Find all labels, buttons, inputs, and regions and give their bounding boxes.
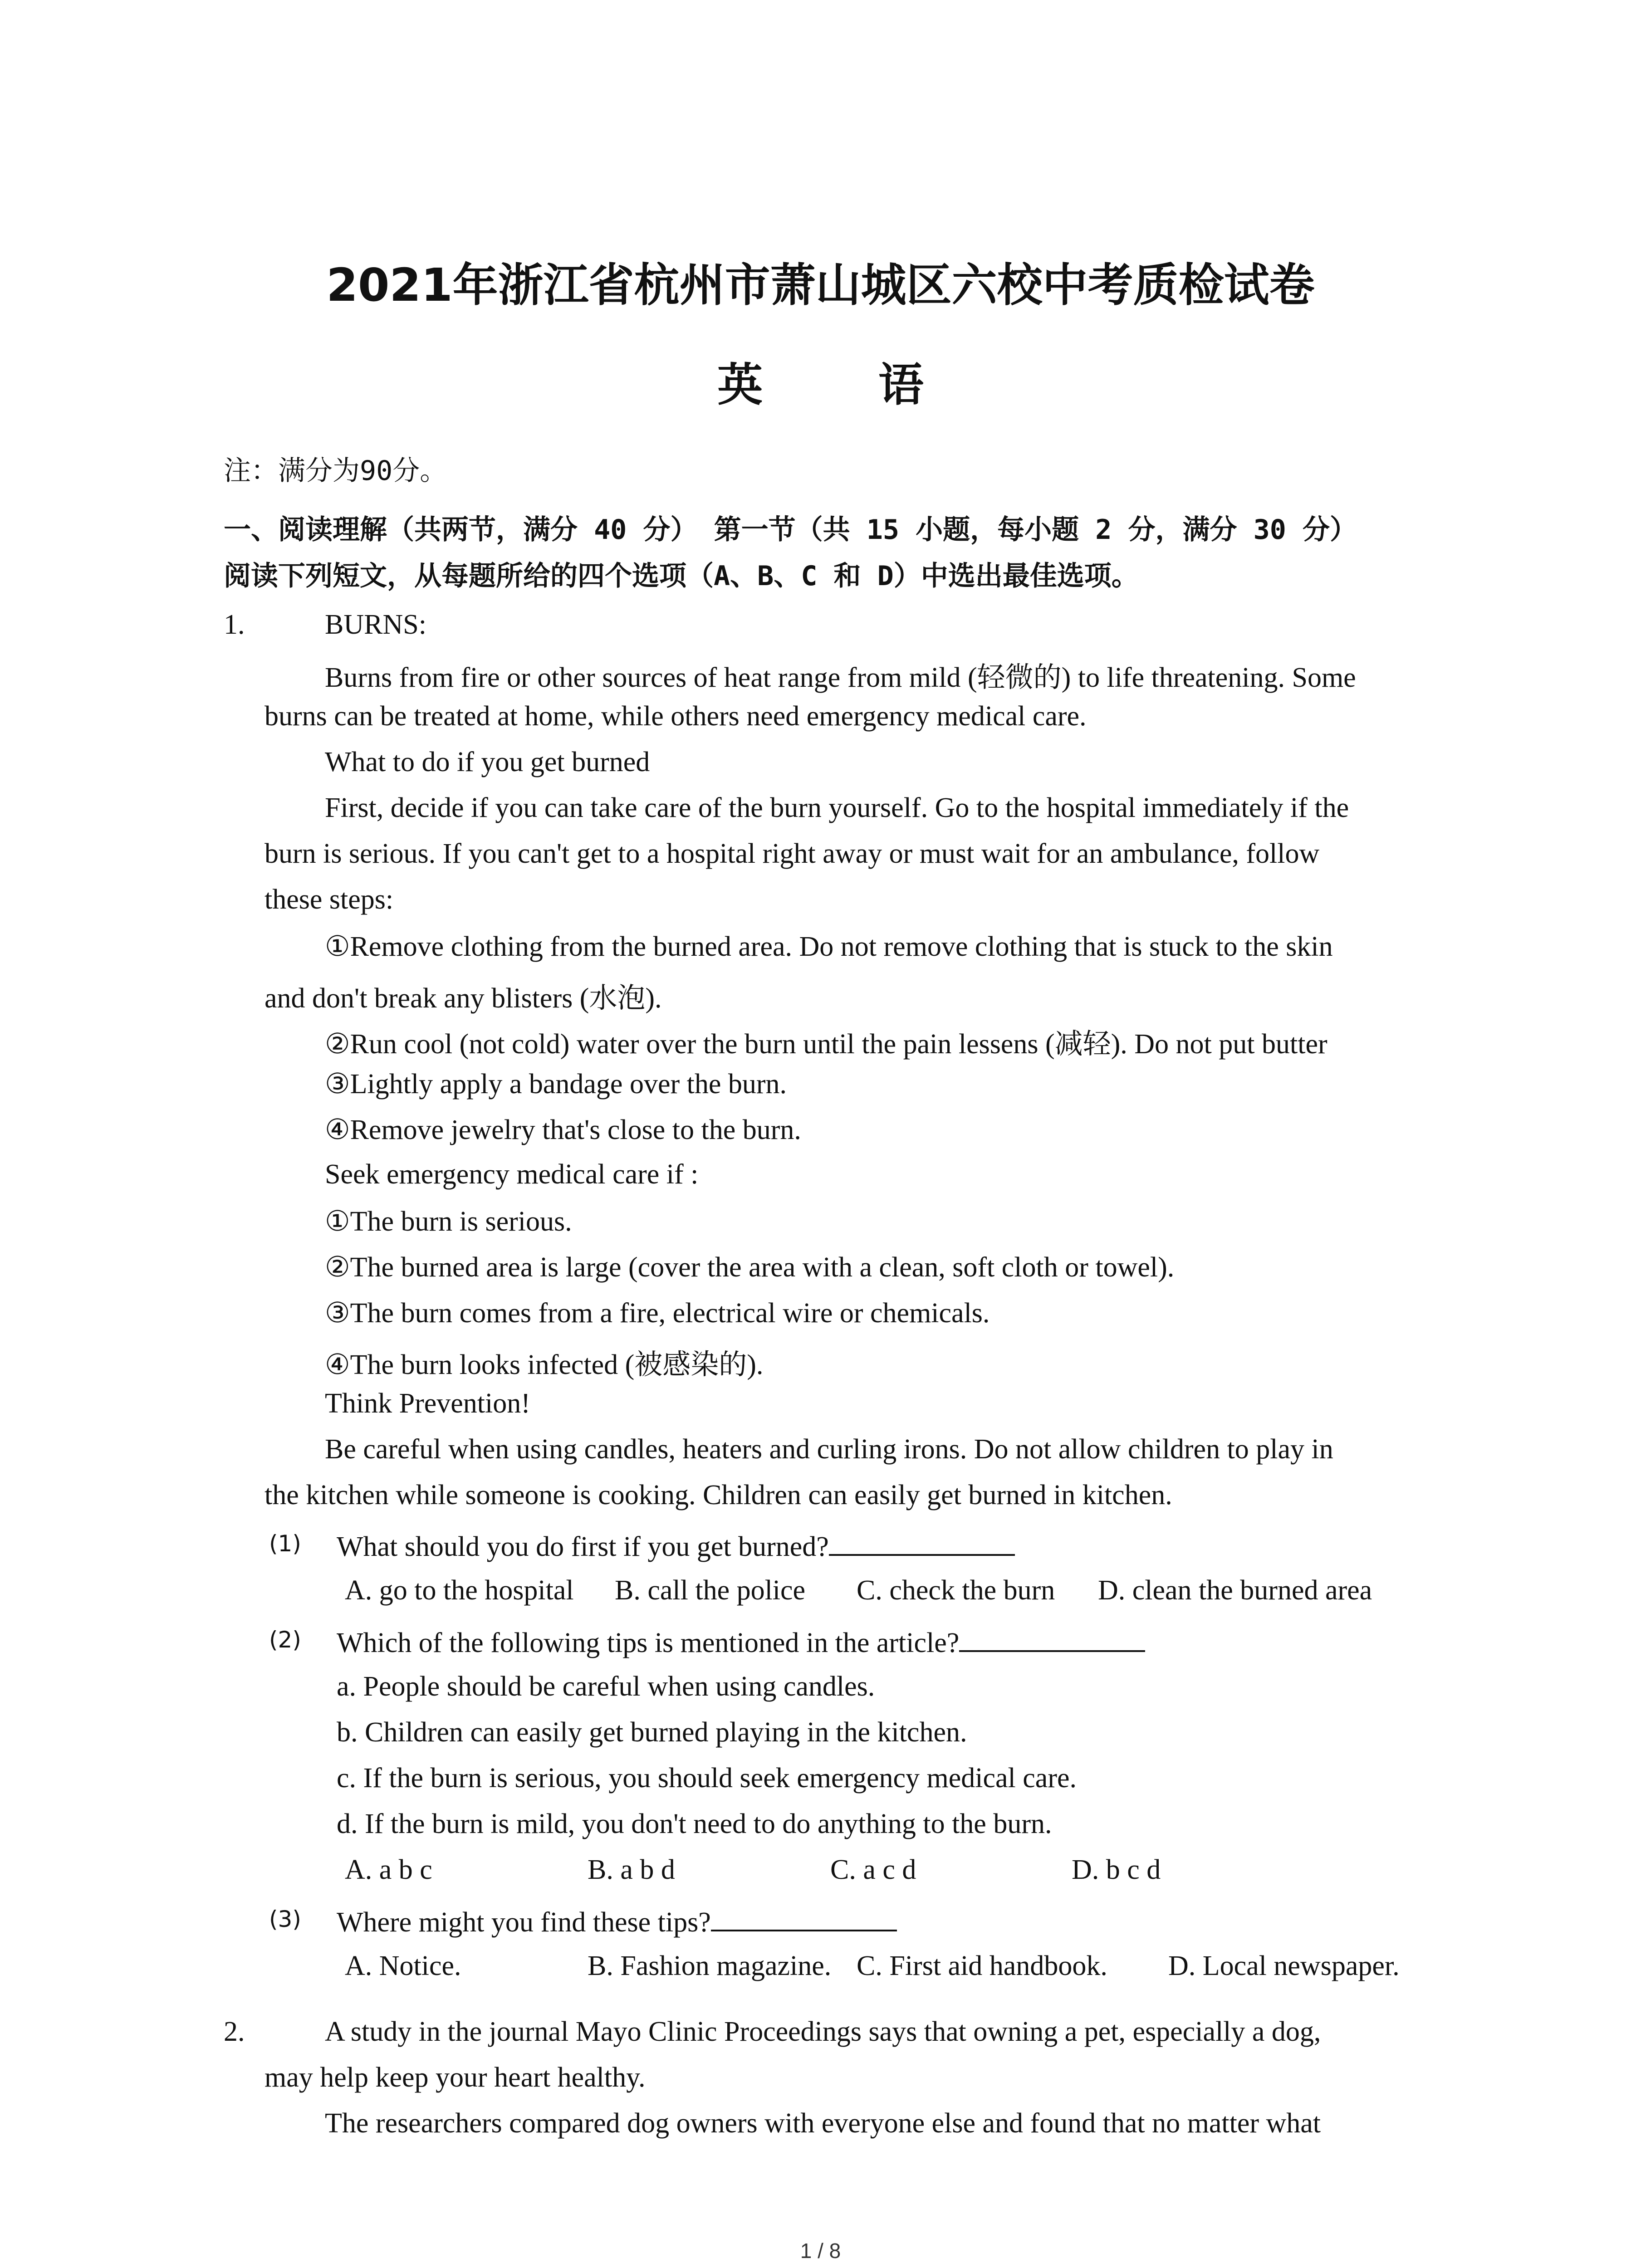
passage-line: ④The burn looks infected (被感染的).: [325, 1349, 764, 1380]
sub-question-number: (2): [269, 1627, 301, 1653]
passage-line: What to do if you get burned: [325, 747, 650, 777]
passage-line: ③Lightly apply a bandage over the burn.: [325, 1069, 787, 1100]
passage-line: The researchers compared dog owners with everyone else and found that no matter what: [325, 2108, 1321, 2139]
answer-option: B. Fashion magazine.: [588, 1950, 832, 1981]
subject-title: 英 语: [717, 358, 974, 411]
score-note: 注：满分为90分。: [224, 455, 447, 487]
sub-question-text: Which of the following tips is mentioned in the article?: [337, 1625, 1145, 1659]
question-number: 1.: [224, 609, 245, 640]
passage-line: ①Remove clothing from the burned area. Do not remove clothing that is stuck to the skin: [325, 931, 1333, 962]
passage-line: ③The burn comes from a fire, electrical wire or chemicals.: [325, 1298, 990, 1329]
passage-line: ④Remove jewelry that's close to the burn.: [325, 1114, 801, 1145]
passage-line: Burns from fire or other sources of heat range from mild (轻微的) to life threatening. Some: [325, 662, 1356, 693]
answer-option: A. a b c: [345, 1854, 432, 1885]
answer-blank: [711, 1904, 897, 1931]
passage-line: Think Prevention!: [325, 1388, 530, 1419]
answer-option: B. a b d: [588, 1854, 675, 1885]
sub-question-text: Where might you find these tips?: [337, 1904, 897, 1939]
passage-line: Seek emergency medical care if :: [325, 1159, 699, 1190]
answer-option: C. First aid handbook.: [857, 1950, 1107, 1981]
answer-option: D. Local newspaper.: [1168, 1950, 1400, 1981]
sub-question-number: (3): [269, 1906, 301, 1932]
statement-line: a. People should be careful when using candles.: [337, 1671, 875, 1702]
answer-option: D. b c d: [1072, 1854, 1161, 1885]
answer-option: A. go to the hospital: [345, 1575, 574, 1606]
passage-line: and don't break any blisters (水泡).: [265, 983, 662, 1014]
question-number: 2.: [224, 2016, 245, 2047]
answer-blank: [959, 1625, 1145, 1652]
statement-line: c. If the burn is serious, you should seek emergency medical care.: [337, 1763, 1077, 1794]
sub-question-number: (1): [269, 1530, 301, 1557]
passage-line: these steps:: [265, 884, 394, 915]
passage-line: the kitchen while someone is cooking. Children can easily get burned in kitchen.: [265, 1480, 1172, 1510]
passage-line: ②The burned area is large (cover the area with a clean, soft cloth or towel).: [325, 1252, 1175, 1283]
passage-line: A study in the journal Mayo Clinic Proceedings says that owning a pet, especially a dog,: [325, 2016, 1321, 2047]
answer-option: A. Notice.: [345, 1950, 461, 1981]
passage-line: Be careful when using candles, heaters and curling irons. Do not allow children to play in: [325, 1434, 1333, 1465]
answer-option: B. call the police: [615, 1575, 806, 1606]
answer-option: C. check the burn: [857, 1575, 1055, 1606]
statement-line: d. If the burn is mild, you don't need to do anything to the burn.: [337, 1809, 1052, 1839]
passage-line: ①The burn is serious.: [325, 1206, 572, 1237]
page-number: 1 / 8: [800, 2239, 841, 2263]
sub-question-text: What should you do first if you get burned?: [337, 1529, 1015, 1563]
section-instructions: 阅读下列短文，从每题所给的四个选项（A、B、C 和 D）中选出最佳选项。: [224, 560, 1139, 592]
passage-line: First, decide if you can take care of the burn yourself. Go to the hospital immediately if the: [325, 792, 1349, 823]
passage-line: burns can be treated at home, while others need emergency medical care.: [265, 701, 1087, 732]
answer-option: C. a c d: [830, 1854, 916, 1885]
passage-line: burn is serious. If you can't get to a hospital right away or must wait for an ambulance, follow: [265, 838, 1320, 869]
statement-line: b. Children can easily get burned playing in the kitchen.: [337, 1717, 967, 1748]
section-heading: 一、阅读理解（共两节，满分 40 分） 第一节（共 15 小题，每小题 2 分，满分 30 分）: [224, 514, 1357, 546]
exam-title: 2021年浙江省杭州市萧山城区六校中考质检试卷: [326, 259, 1315, 312]
passage-line: ②Run cool (not cold) water over the burn until the pain lessens (减轻). Do not put butter: [325, 1029, 1327, 1060]
answer-option: D. clean the burned area: [1098, 1575, 1372, 1606]
passage-line: may help keep your heart healthy.: [265, 2062, 646, 2093]
passage-heading: BURNS:: [325, 609, 426, 640]
answer-blank: [829, 1529, 1015, 1556]
